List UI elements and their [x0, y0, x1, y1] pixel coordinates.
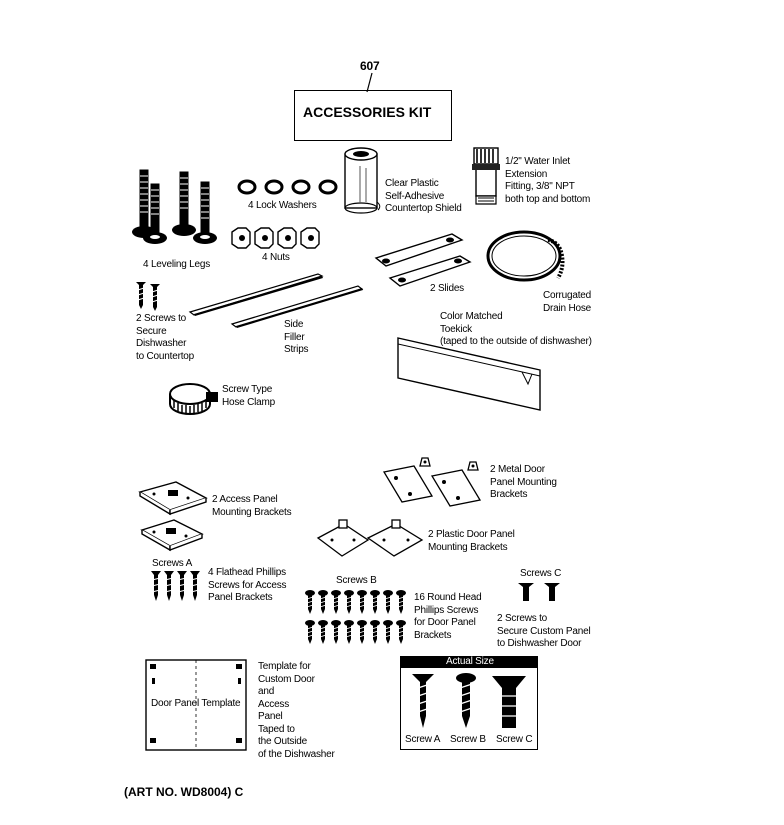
toekick-illustration — [394, 334, 546, 414]
leveling-legs-illustration — [128, 166, 228, 258]
screws-a-label: 4 Flathead Phillips Screws for Access Panel Brackets — [208, 567, 287, 603]
template-label: Template for Custom Door and Access Panel Taped to the Outside of the Dishwasher — [258, 661, 335, 760]
leveling-legs-label: 4 Leveling Legs — [143, 259, 211, 270]
part-number: 607 — [360, 59, 380, 73]
hose-clamp-label: Screw Type Hose Clamp — [222, 384, 276, 408]
screws-a-title: Screws A — [152, 558, 193, 569]
water-inlet-label: 1/2" Water Inlet Extension Fitting, 3/8" NPT both top and bottom — [505, 156, 591, 205]
toekick-label: Color Matched Toekick (taped to the outside of dishwasher) — [440, 311, 592, 347]
access-panel-brackets-illustration — [136, 478, 212, 554]
countertop-shield-label: Clear Plastic Self-Adhesive Countertop Shield — [385, 178, 462, 214]
drain-hose-label: Corrugated Drain Hose — [543, 290, 592, 314]
countertop-screws-illustration — [134, 280, 164, 312]
countertop-screws-label: 2 Screws to Secure Dishwasher to Countertop — [136, 313, 194, 362]
screws-b-title: Screws B — [336, 575, 377, 586]
screw-a-label: Screw A — [405, 734, 441, 745]
filler-strips-label: Side Filler Strips — [284, 319, 309, 355]
actual-size-screws-illustration — [404, 670, 534, 734]
nuts-label: 4 Nuts — [262, 252, 290, 263]
screws-c-title: Screws C — [520, 568, 562, 579]
screws-c-illustration — [516, 581, 566, 605]
screws-a-illustration — [150, 570, 206, 604]
art-number: (ART NO. WD8004) C — [124, 785, 244, 799]
plastic-door-brackets-illustration — [314, 518, 430, 562]
water-inlet-fitting-illustration — [468, 146, 504, 208]
lock-washers-label: 4 Lock Washers — [248, 200, 317, 211]
screws-b-label: 16 Round Head Phillips Screws for Door Panel Brackets — [414, 592, 482, 641]
actual-size-label: Actual Size — [446, 656, 494, 667]
screw-b-label: Screw B — [450, 734, 486, 745]
access-panel-brackets-label: 2 Access Panel Mounting Brackets — [212, 494, 292, 518]
template-inner-label: Door Panel Template — [151, 698, 241, 709]
plastic-door-brackets-label: 2 Plastic Door Panel Mounting Brackets — [428, 529, 515, 553]
kit-title: ACCESSORIES KIT — [303, 104, 432, 120]
screws-b-illustration — [304, 589, 416, 647]
drain-hose-illustration — [484, 226, 574, 288]
lock-washers-illustration — [234, 178, 344, 198]
metal-door-brackets-label: 2 Metal Door Panel Mounting Brackets — [490, 464, 557, 500]
metal-door-brackets-illustration — [380, 456, 490, 512]
screw-c-label: Screw C — [496, 734, 533, 745]
slides-label: 2 Slides — [430, 283, 464, 294]
screws-c-label: 2 Screws to Secure Custom Panel to Dishwasher Door — [497, 613, 591, 649]
nuts-illustration — [228, 226, 326, 250]
filler-strips-illustration — [186, 268, 366, 328]
hose-clamp-illustration — [166, 376, 220, 416]
countertop-shield-illustration — [340, 146, 384, 214]
